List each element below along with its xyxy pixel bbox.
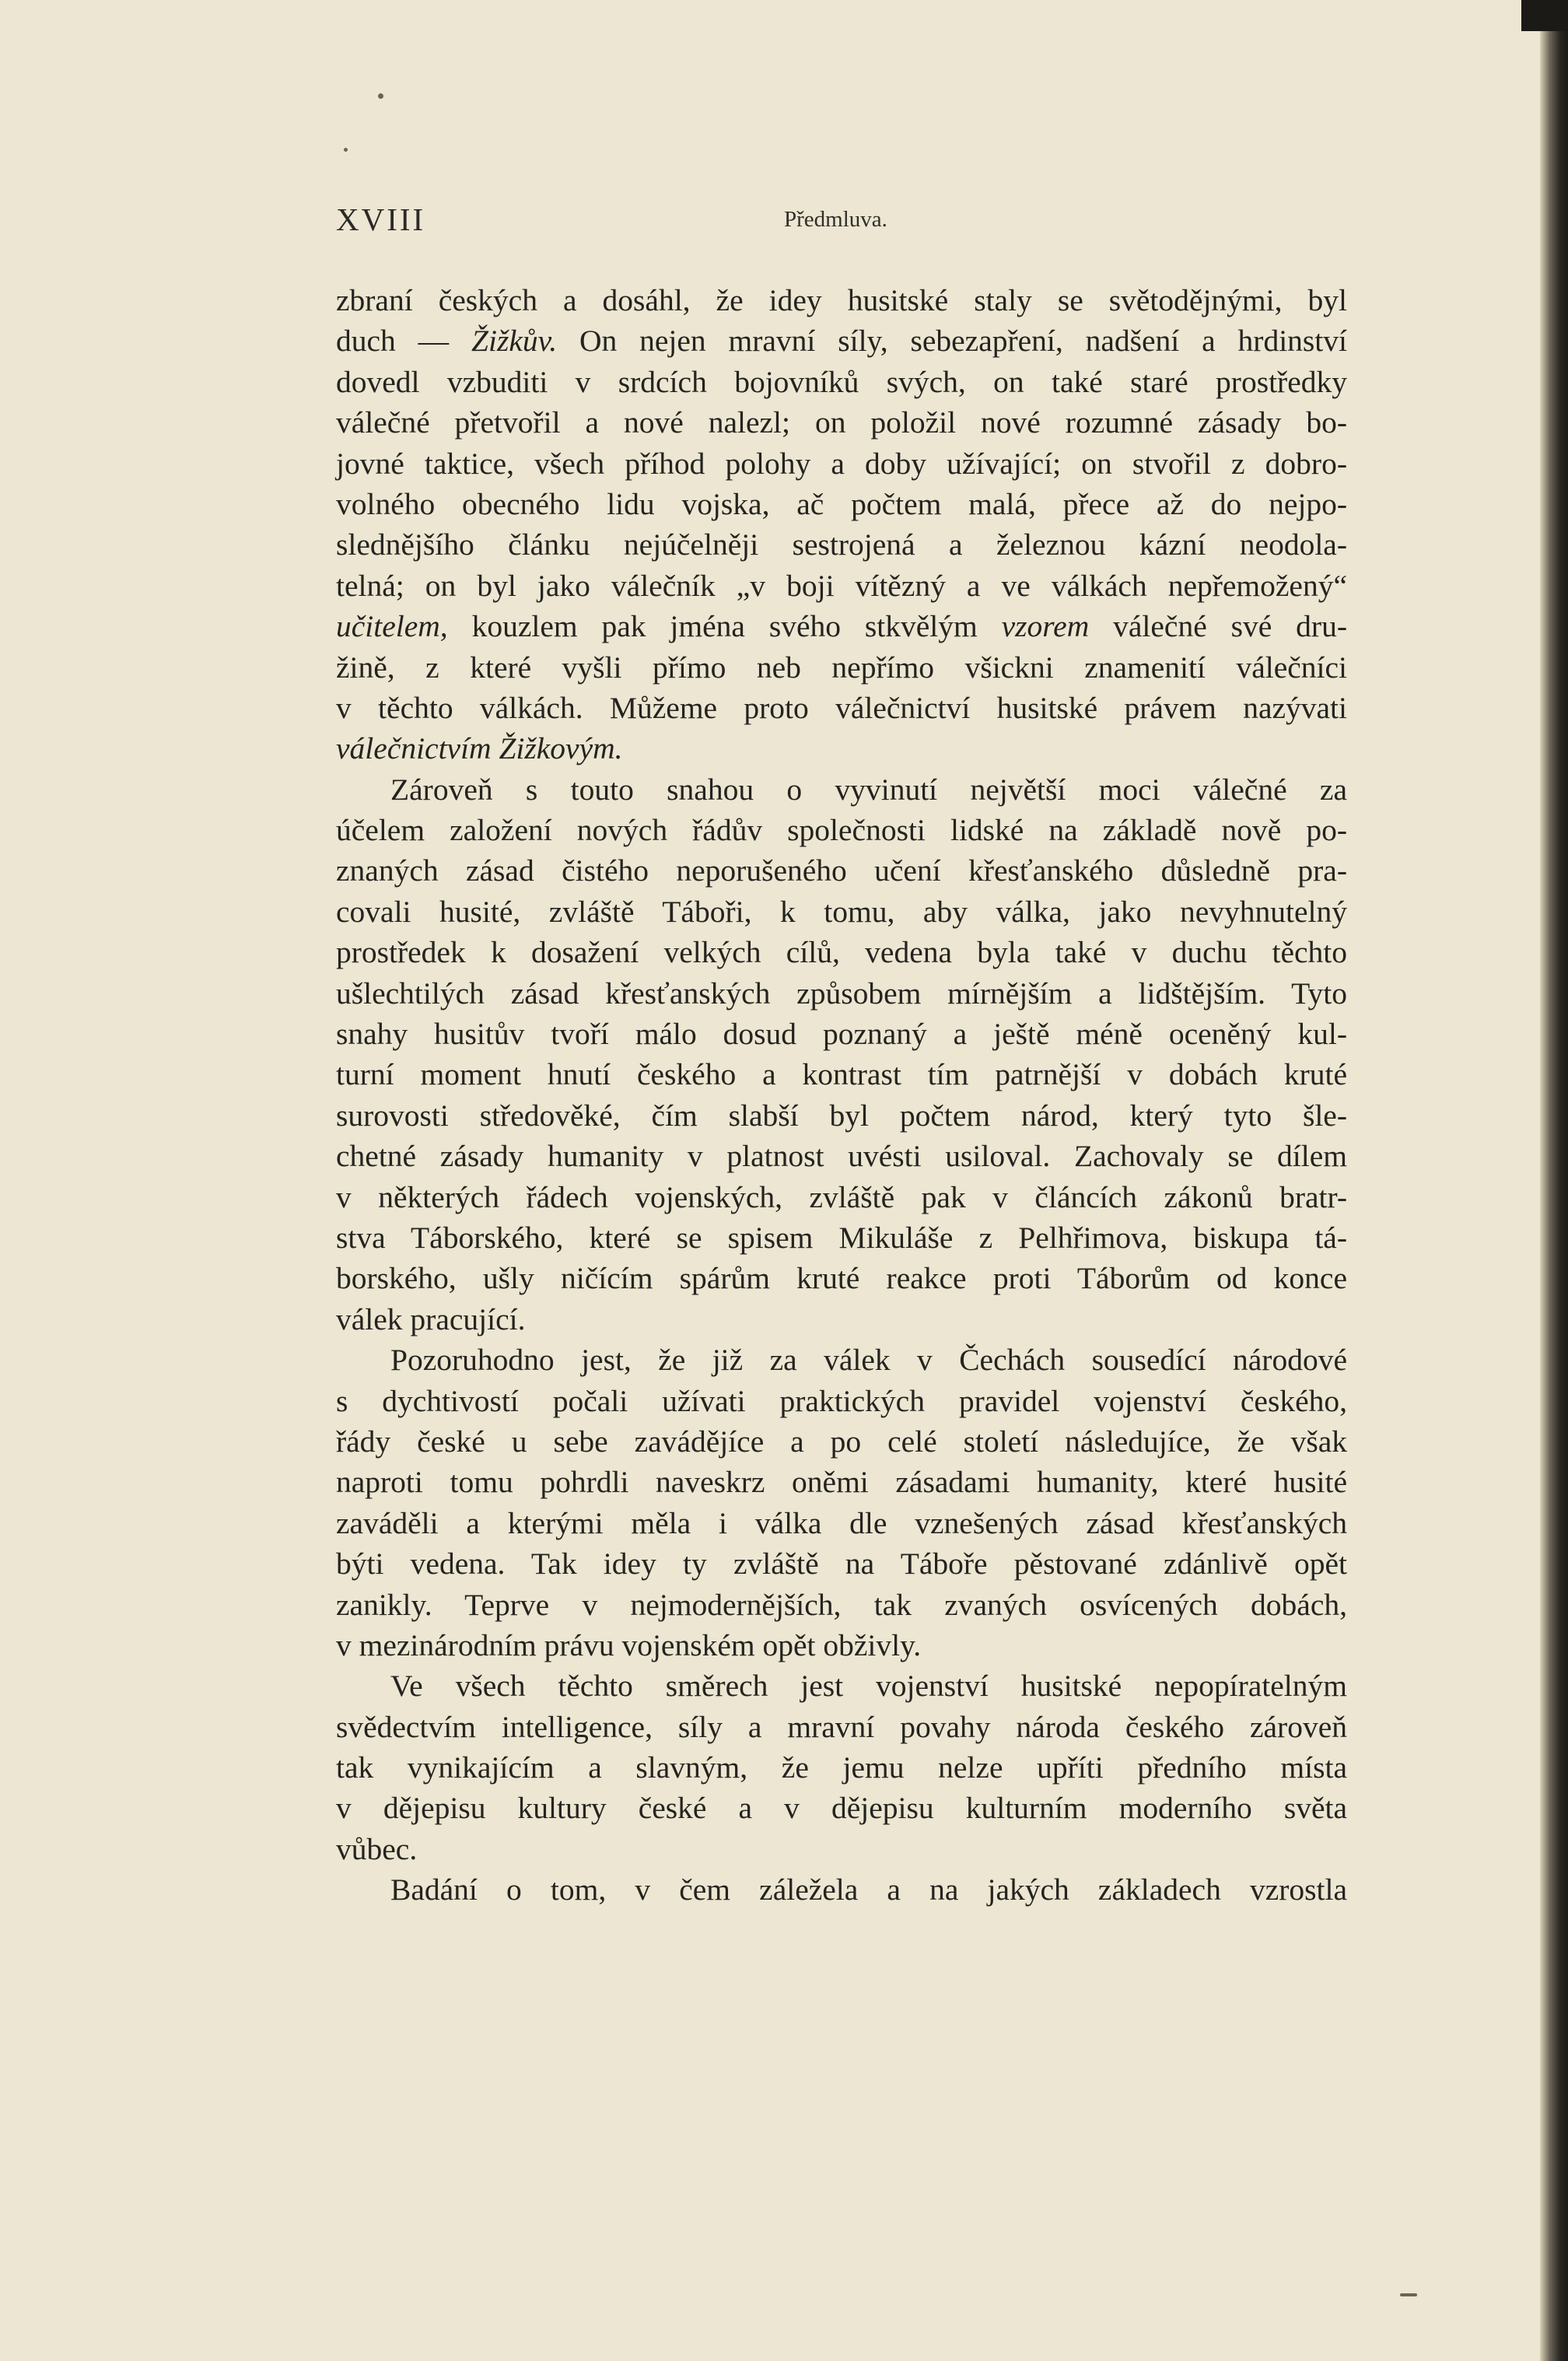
text-segment: vůbec. — [336, 1831, 418, 1866]
text-segment: Ve všech těchto směrech jest vojenství husitské nepopíratelným — [390, 1669, 1347, 1704]
text-line — [336, 1381, 1347, 1421]
text-segment: stva Táborského, které se spisem Mikuláše z Pelhřimova, biskupa tá- — [336, 1220, 1347, 1255]
text-segment: válek pracující. — [336, 1301, 526, 1336]
page-number: XVIII — [336, 201, 426, 237]
text-line — [336, 1747, 1347, 1788]
text-line — [336, 688, 1347, 728]
text-segment: kouzlem pak jména svého stkvělým — [447, 609, 1002, 644]
page-binding-edge — [1540, 0, 1568, 2361]
text-segment: telná; on byl jako válečník „v boji vítězný a ve válkách nepřemožený“ — [336, 568, 1347, 603]
text-segment: snahy husitův tvoří málo dosud poznaný a ještě méně oceněný kul- — [336, 1017, 1347, 1052]
text-line — [336, 728, 1347, 769]
text-line — [336, 932, 1347, 972]
text-segment: surovosti středověké, čím slabší byl počtem národ, který tyto šle- — [336, 1098, 1347, 1133]
text-line — [336, 1503, 1347, 1543]
text-line — [336, 1421, 1347, 1462]
text-line — [336, 769, 1347, 810]
text-segment: covali husité, zvláště Táboři, k tomu, aby válka, jako nevyhnutelný — [336, 894, 1347, 929]
text-line — [336, 524, 1347, 565]
text-line — [336, 1340, 1347, 1380]
text-segment: svědectvím intelligence, síly a mravní povahy národa českého zároveň — [336, 1709, 1347, 1744]
text-line — [336, 647, 1347, 688]
text-line — [336, 1136, 1347, 1176]
text-line — [336, 1095, 1347, 1136]
text-segment: býti vedena. Tak idey ty zvláště na Táboře pěstované zdánlivě opět — [336, 1547, 1347, 1582]
text-segment: borského, ušly ničícím spárům kruté reakce proti Táborům od konce — [336, 1261, 1347, 1296]
text-segment: jovné taktice, všech příhod polohy a doby užívající; on stvořil z dobro- — [336, 446, 1347, 481]
text-line — [336, 484, 1347, 524]
text-segment: žině, z které vyšli přímo neb nepřímo všickni znamenití válečníci — [336, 650, 1347, 685]
text-line — [336, 1707, 1347, 1747]
text-segment: válečné své dru- — [1089, 609, 1347, 644]
text-segment: chetné zásady humanity v platnost uvésti usiloval. Zachovaly se dílem — [336, 1139, 1347, 1174]
text-line — [336, 1585, 1347, 1625]
text-line — [336, 1054, 1347, 1095]
text-line — [336, 566, 1347, 606]
text-segment: v mezinárodním právu vojenském opět obživly. — [336, 1627, 922, 1662]
text-segment: volného obecného lidu vojska, ač počtem malá, přece až do nejpo- — [336, 486, 1347, 521]
text-line — [336, 1829, 1347, 1869]
text-line — [336, 362, 1347, 402]
text-segment: naproti tomu pohrdli naveskrz oněmi zásadami humanity, které husité — [336, 1465, 1347, 1500]
text-line — [336, 280, 1347, 321]
text-segment: v těchto válkách. Můžeme proto válečnictví husitské právem nazývati — [336, 690, 1347, 725]
ink-speck — [378, 93, 383, 99]
text-segment: turní moment hnutí českého a kontrast tím patrnější v dobách kruté — [336, 1057, 1347, 1092]
text-line — [336, 1217, 1347, 1258]
text-segment: dovedl vzbuditi v srdcích bojovníků svých, on také staré prostředky — [336, 364, 1347, 399]
text-segment: slednějšího článku nejúčelněji sestrojená a železnou kázní neodola- — [336, 527, 1347, 562]
page-header — [336, 201, 1347, 247]
text-line — [336, 402, 1347, 443]
body-text — [336, 280, 1347, 1911]
text-segment: Badání o tom, v čem záležela a na jakých základech vzrostla — [390, 1872, 1347, 1907]
text-line — [336, 1625, 1347, 1666]
text-line — [336, 1666, 1347, 1706]
running-title: Předmluva. — [784, 207, 887, 232]
text-line — [336, 443, 1347, 484]
text-line — [336, 1177, 1347, 1217]
text-line — [336, 606, 1347, 646]
text-line — [336, 892, 1347, 932]
ink-speck — [1400, 2293, 1417, 2296]
text-segment: řády české u sebe zavádějíce a po celé století následujíce, že však — [336, 1424, 1347, 1459]
text-line — [336, 1299, 1347, 1340]
text-segment: duch — — [336, 324, 472, 359]
text-segment: válečné přetvořil a nové nalezl; on položil nové rozumné zásady bo- — [336, 405, 1347, 440]
text-line — [336, 1543, 1347, 1584]
italic-text: vzorem — [1001, 609, 1090, 644]
italic-text: válečnictvím Žižkovým. — [336, 731, 623, 766]
text-segment: Pozoruhodno jest, že již za válek v Čechách sousedící národové — [390, 1343, 1347, 1378]
text-segment: v dějepisu kultury české a v dějepisu kulturním moderního světa — [336, 1791, 1347, 1826]
text-segment: On nejen mravní síly, sebezapření, nadšení a hrdinství — [557, 324, 1347, 359]
text-segment: zbraní českých a dosáhl, že idey husitské staly se světodějnými, byl — [336, 283, 1347, 317]
text-segment: zaváděli a kterými měla i válka dle vznešených zásad křesťanských — [336, 1505, 1347, 1540]
text-line — [336, 321, 1347, 361]
text-segment: účelem založení nových řádův společnosti lidské na základě nově po- — [336, 813, 1347, 848]
text-line — [336, 973, 1347, 1014]
page-binding-corner — [1521, 0, 1568, 31]
text-segment: prostředek k dosažení velkých cílů, vedena byla také v duchu těchto — [336, 935, 1347, 970]
text-line — [336, 1462, 1347, 1502]
text-line — [336, 1258, 1347, 1298]
text-segment: ušlechtilých zásad křesťanských způsobem mírnějším a lidštějším. Tyto — [336, 976, 1347, 1011]
text-segment: tak vynikajícím a slavným, že jemu nelze upříti předního místa — [336, 1750, 1347, 1785]
text-segment: zanikly. Teprve v nejmodernějších, tak zvaných osvícených dobách, — [336, 1587, 1347, 1622]
italic-text: Žižkův. — [471, 324, 558, 359]
text-line — [336, 1014, 1347, 1054]
text-segment: s dychtivostí počali užívati praktických pravidel vojenství českého, — [336, 1383, 1347, 1418]
text-segment: znaných zásad čistého neporušeného učení křesťanského důsledně pra- — [336, 853, 1347, 888]
text-line — [336, 810, 1347, 850]
text-line — [336, 1788, 1347, 1828]
text-line — [336, 1869, 1347, 1910]
text-line — [336, 850, 1347, 891]
ink-speck — [344, 148, 348, 152]
text-segment: Zároveň s touto snahou o vyvinutí největší moci válečné za — [390, 772, 1347, 807]
italic-text: učitelem, — [336, 609, 448, 644]
text-segment: v některých řádech vojenských, zvláště pak v článcích zákonů bratr- — [336, 1179, 1347, 1214]
